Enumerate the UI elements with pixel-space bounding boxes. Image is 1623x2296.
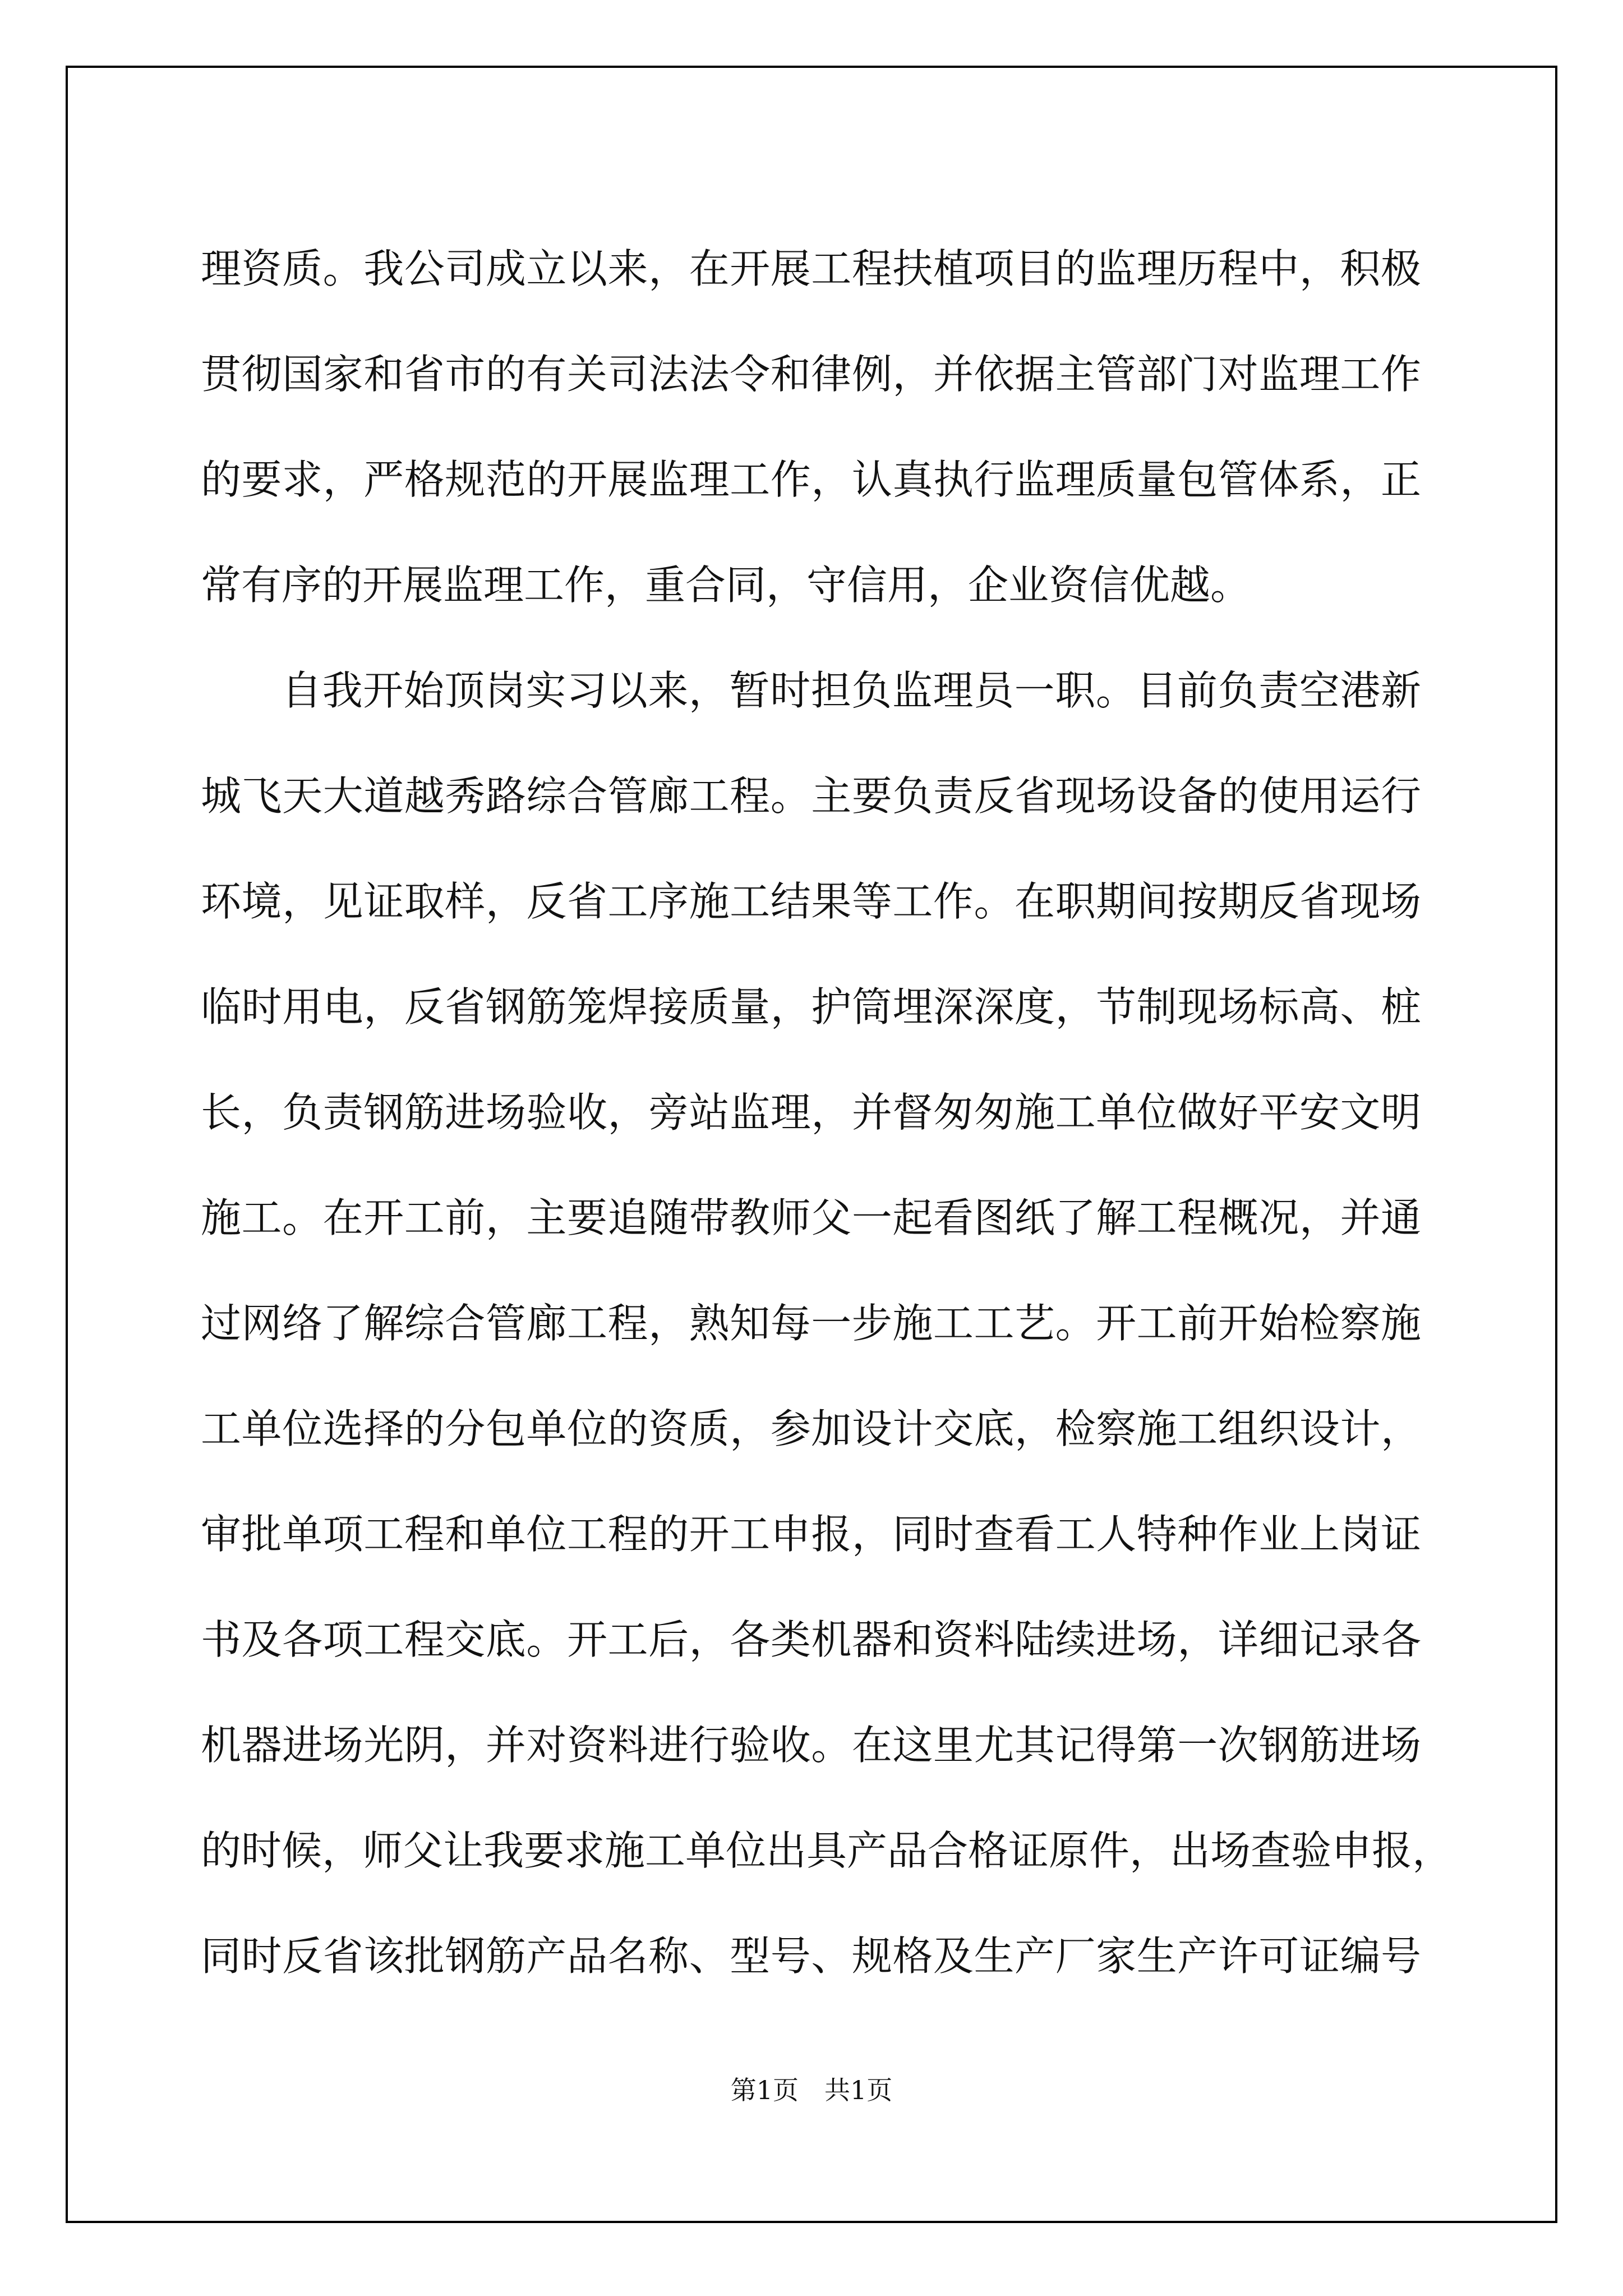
- text-line: 的要求，严格规范的开展监理工作，认真执行监理质量包管体系，正: [201, 456, 1421, 503]
- text-line: 审批单项工程和单位工程的开工申报，同时查看工人特种作业上岗证: [201, 1511, 1421, 1558]
- text-line: 理资质。我公司成立以来，在开展工程扶植项目的监理历程中，积极: [201, 245, 1421, 292]
- text-line: 书及各项工程交底。开工后，各类机器和资料陆续进场，详细记录各: [201, 1616, 1421, 1663]
- page-number-footer: 第1页 共1页: [730, 2075, 893, 2105]
- text-line: 常有序的开展监理工作，重合同，守信用，企业资信优越。: [201, 562, 1251, 609]
- text-line: 的时候，师父让我要求施工单位出具产品合格证原件，出场查验申报，: [201, 1827, 1453, 1874]
- text-line: 自我开始顶岗实习以来，暂时担负监理员一职。目前负责空港新: [282, 667, 1421, 714]
- text-line: 长，负责钢筋进场验收，旁站监理，并督匆匆施工单位做好平安文明: [201, 1089, 1421, 1136]
- text-line: 城飞天大道越秀路综合管廊工程。主要负责反省现场设备的使用运行: [201, 772, 1421, 820]
- text-line: 临时用电，反省钢筋笼焊接质量，护筒埋深深度，节制现场标高、桩: [201, 983, 1421, 1030]
- document-body: [201, 216, 1453, 2009]
- text-line: 机器进场光阴，并对资料进行验收。在这里尤其记得第一次钢筋进场: [201, 1722, 1421, 1769]
- text-line: 施工。在开工前，主要追随带教师父一起看图纸了解工程概况，并通: [201, 1194, 1421, 1241]
- text-line: 贯彻国家和省市的有关司法法令和律例，并依据主管部门对监理工作: [201, 351, 1421, 398]
- text-line: 过网络了解综合管廊工程，熟知每一步施工工艺。开工前开始检察施: [201, 1300, 1421, 1347]
- text-line: 环境，见证取样，反省工序施工结果等工作。在职期间按期反省现场: [201, 878, 1421, 925]
- text-line: 工单位选择的分包单位的资质，参加设计交底，检察施工组织设计，: [201, 1405, 1421, 1452]
- text-line: 同时反省该批钢筋产品名称、型号、规格及生产厂家生产许可证编号: [201, 1932, 1421, 1980]
